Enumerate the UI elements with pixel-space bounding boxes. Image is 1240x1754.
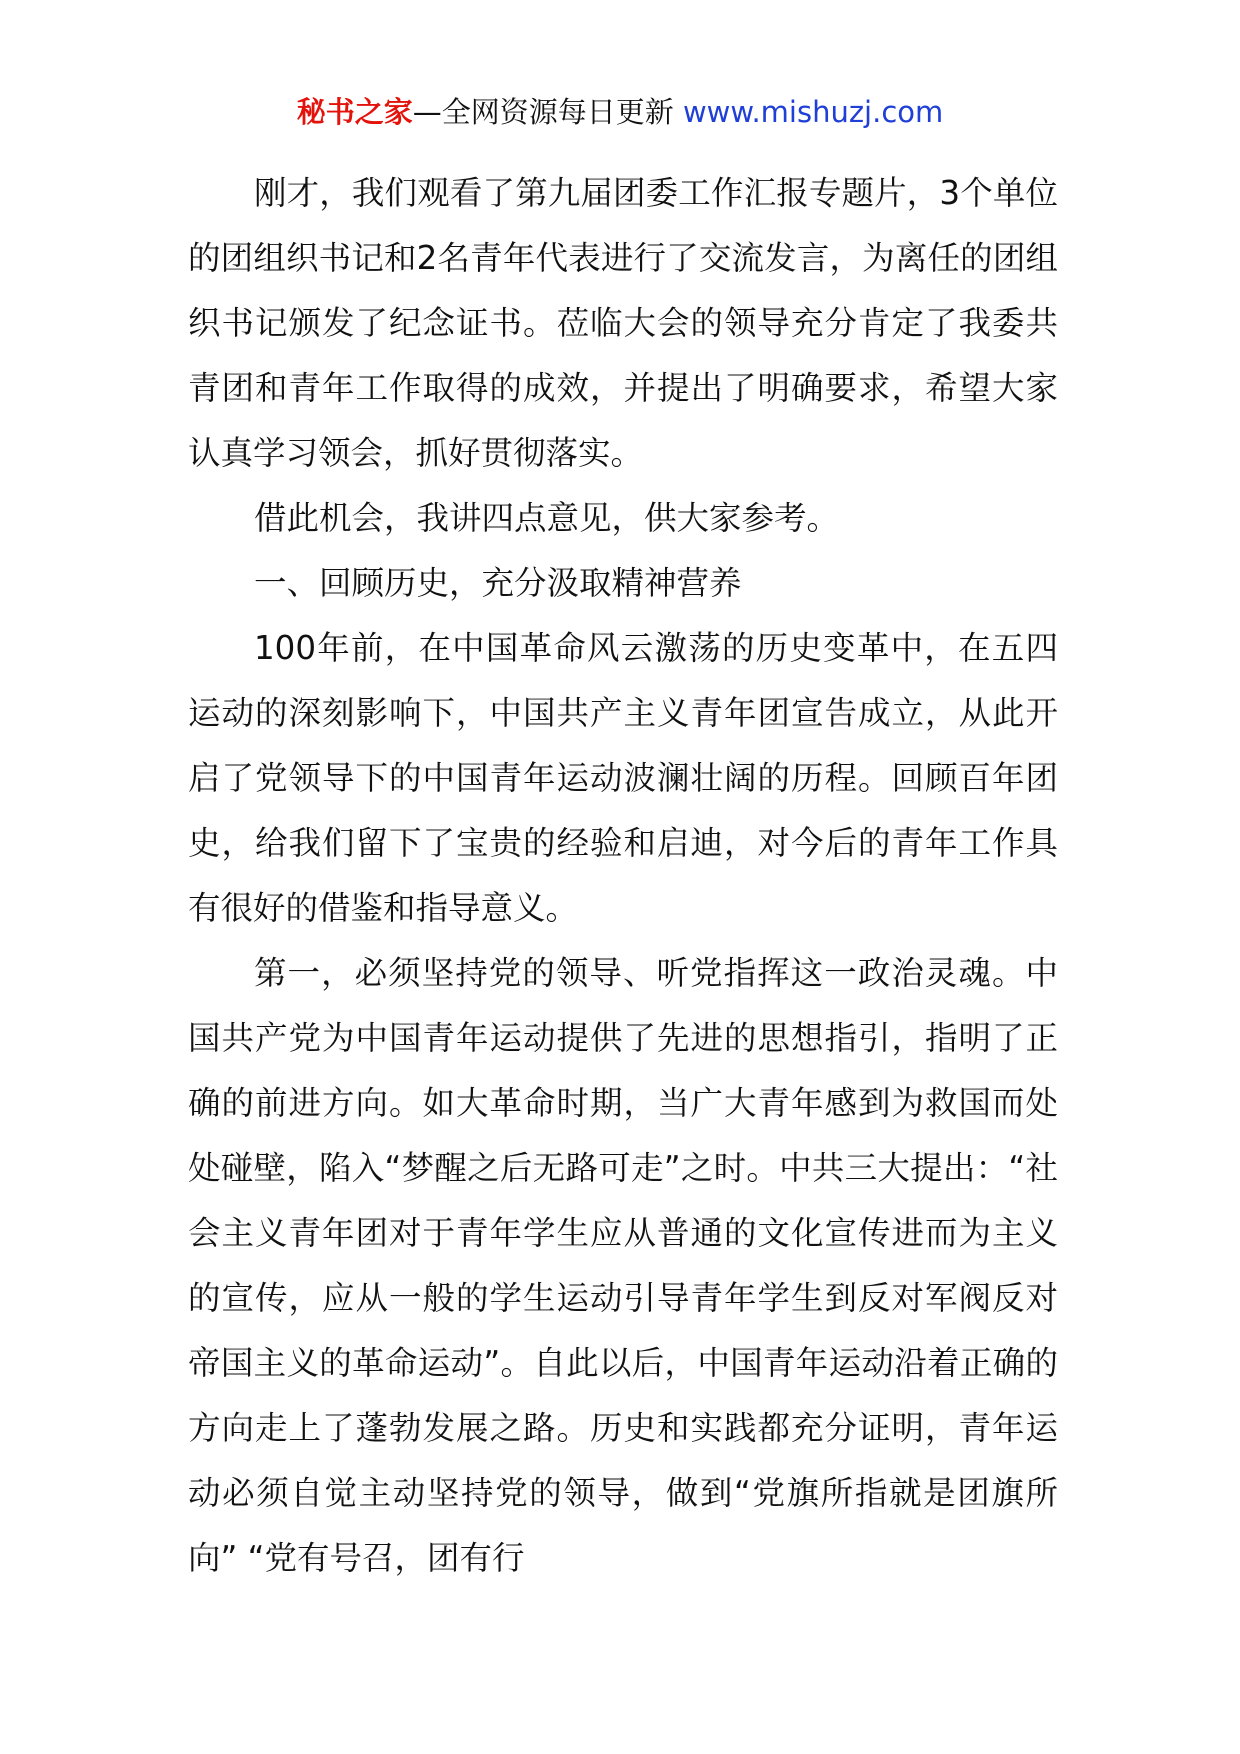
paragraph-opinions: 借此机会，我讲四点意见，供大家参考。 — [254, 499, 840, 537]
site-slogan: —全网资源每日更新 — [412, 95, 674, 129]
document-body — [188, 161, 1058, 1591]
paragraph-history: 100年前，在中国革命风云激荡的历史变革中，在五四运动的深刻影响下，中国共产主义青年团宣告成立，从此开启了党领导下的中国青年运动波澜壮阔的历程。回顾百年团史，给我们留下了宝贵的经验和启迪，对今后的青年工作具有很好的借鉴和指导意义。 — [188, 629, 1058, 927]
paragraph-first-point: 第一，必须坚持党的领导、听党指挥这一政治灵魂。中国共产党为中国青年运动提供了先进的思想指引，指明了正确的前进方向。如大革命时期，当广大青年感到为救国而处处碰壁，陷入“梦醒之后无路可走”之时。中共三大提出：“社会主义青年团对于青年学生应从普通的文化宣传进而为主义的宣传，应从一般的学生运动引导青年学生到反对军阀反对帝国主义的革命运动”。自此以后，中国青年运动沿着正确的方向走上了蓬勃发展之路。历史和实践都充分证明，青年运动必须自觉主动坚持党的领导，做到“党旗所指就是团旗所向” “党有号召，团有行 — [188, 954, 1058, 1577]
site-brand: 秘书之家 — [296, 95, 413, 129]
site-header — [0, 92, 1240, 132]
section-heading: 一、回顾历史，充分汲取精神营养 — [254, 564, 742, 602]
paragraph-intro: 刚才，我们观看了第九届团委工作汇报专题片，3个单位的团组织书记和2名青年代表进行了交流发言，为离任的团组织书记颁发了纪念证书。莅临大会的领导充分肯定了我委共青团和青年工作取得的成效，并提出了明确要求，希望大家认真学习领会，抓好贯彻落实。 — [188, 174, 1058, 472]
site-url-link[interactable]: www.mishuzj.com — [682, 95, 944, 129]
